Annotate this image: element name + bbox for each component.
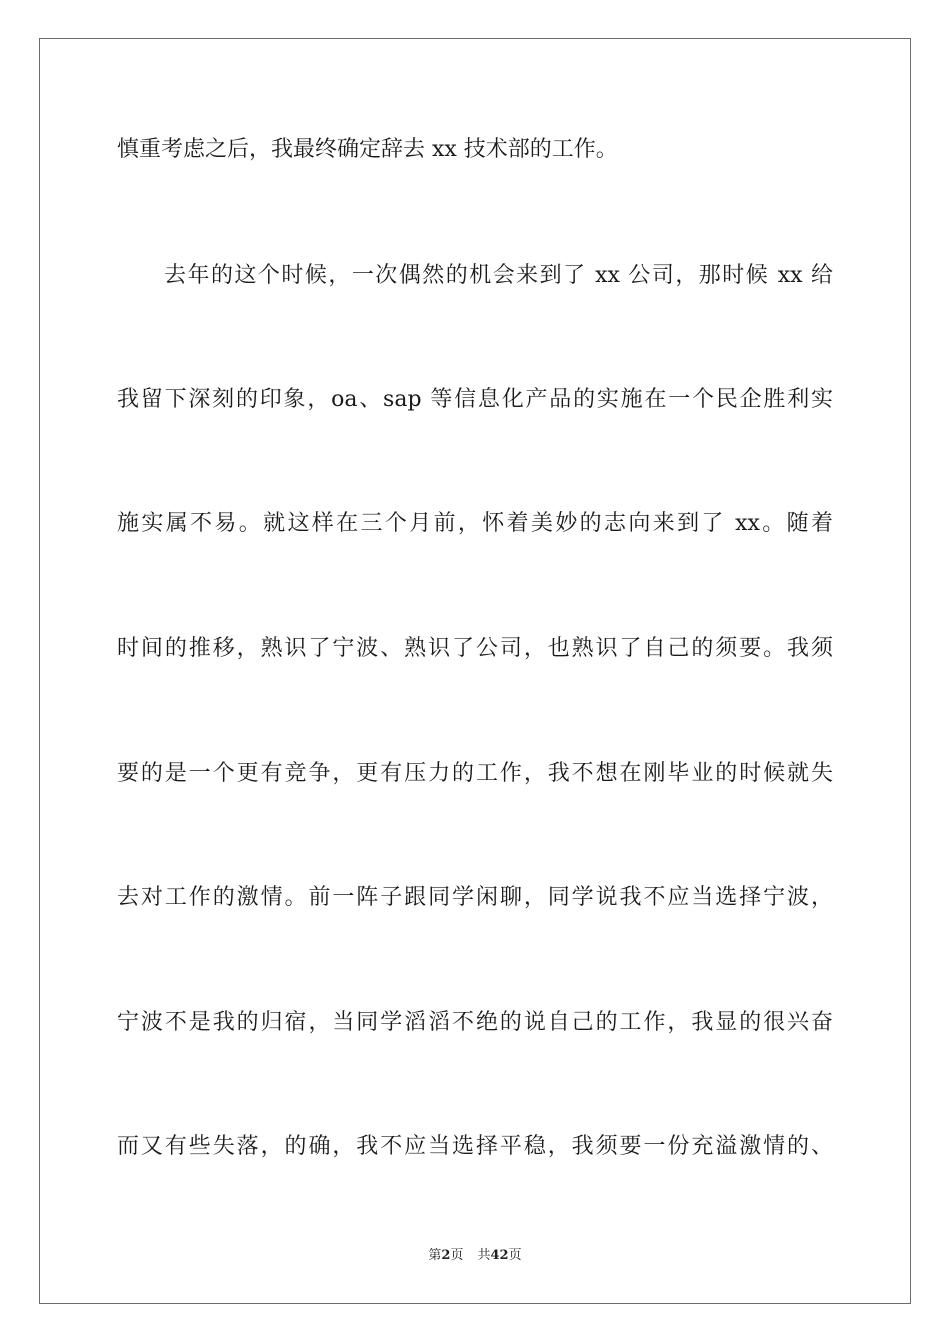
body-line-8: 宁波不是我的归宿，当同学滔滔不绝的说自己的工作，我显的很兴奋 <box>117 1010 833 1035</box>
body-line-6: 要的是一个更有竞争，更有压力的工作，我不想在刚毕业的时候就失 <box>117 761 833 786</box>
body-line-5: 时间的推移，熟识了宁波、熟识了公司，也熟识了自己的须要。我须 <box>117 636 833 661</box>
body-line-1: 慎重考虑之后，我最终确定辞去 xx 技术部的工作。 <box>117 137 618 162</box>
total-pages: 42 <box>490 1248 509 1263</box>
page-border <box>39 38 911 1304</box>
body-line-3: 我留下深刻的印象，oa、sap 等信息化产品的实施在一个民企胜利实 <box>117 387 833 412</box>
page-label-prefix: 第 <box>428 1248 442 1263</box>
total-label-prefix: 共 <box>477 1248 491 1263</box>
body-line-4: 施实属不易。就这样在三个月前，怀着美妙的志向来到了 xx。随着 <box>117 511 833 536</box>
page-footer <box>0 1247 950 1265</box>
body-line-9: 而又有些失落，的确，我不应当选择平稳，我须要一份充溢激情的、 <box>117 1134 833 1159</box>
page-label-suffix: 页 <box>450 1248 464 1263</box>
body-line-7: 去对工作的激情。前一阵子跟同学闲聊，同学说我不应当选择宁波， <box>117 885 833 910</box>
page-number: 2 <box>441 1248 451 1263</box>
body-line-2: 去年的这个时候，一次偶然的机会来到了 xx 公司，那时候 xx 给 <box>164 263 833 288</box>
total-label-suffix: 页 <box>508 1248 522 1263</box>
